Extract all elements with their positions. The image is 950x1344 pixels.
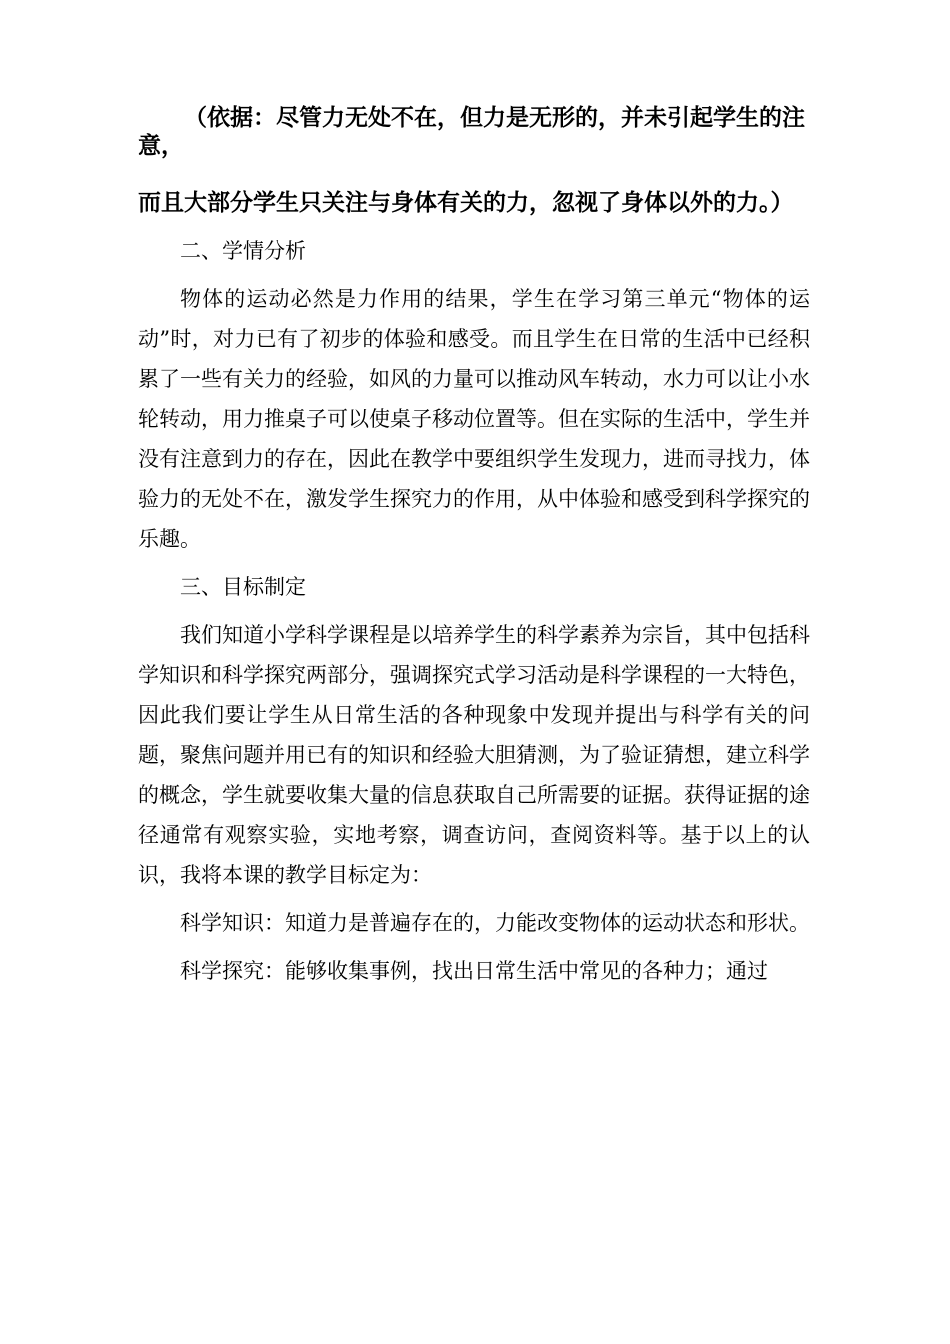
paragraph-knowledge-goal: 科学知识：知道力是普遍存在的，力能改变物体的运动状态和形状。	[180, 911, 810, 935]
paragraph-learning-analysis: 物体的运动必然是力作用的结果，学生在学习第三单元“物体的运动”时，对力已有了初步的体验和感受。而且学生在日常的生活中已经积累了一些有关力的经验，如风的力量可以推动风车转动，水力可以让小水轮转动，用力推桌子可以使桌子移动位置等。但在实际的生活中，学生并没有注意到力的存在，因此在教学中要组织学生发现力，进而寻找力，体验力的无处不在，激发学生探究力的作用，从中体验和感受到科学探究的乐趣。	[138, 287, 810, 551]
paragraph-goal-setting: 我们知道小学科学课程是以培养学生的科学素养为宗旨，其中包括科学知识和科学探究两部分，强调探究式学习活动是科学课程的一大特色，因此我们要让学生从日常生活的各种现象中发现并提出与科学有关的问题，聚焦问题并用已有的知识和经验大胆猜测，为了验证猜想，建立科学的概念，学生就要收集大量的信息获取自己所需要的证据。获得证据的途径通常有观察实验，实地考察，调查访问，查阅资料等。基于以上的认识，我将本课的教学目标定为：	[138, 623, 810, 887]
paragraph-inquiry-goal: 科学探究：能够收集事例，找出日常生活中常见的各种力；通过	[180, 959, 768, 983]
document-page	[138, 104, 810, 991]
basis-note-part-1: （依据：尽管力无处不在，但力是无形的，并未引起学生的注意，	[138, 105, 805, 159]
basis-note-part-2: 而且大部分学生只关注与身体有关的力，忽视了身体以外的力。）	[138, 190, 794, 216]
section-heading-goal-setting: 三、目标制定	[180, 575, 306, 599]
section-heading-learning-analysis: 二、学情分析	[180, 239, 306, 263]
